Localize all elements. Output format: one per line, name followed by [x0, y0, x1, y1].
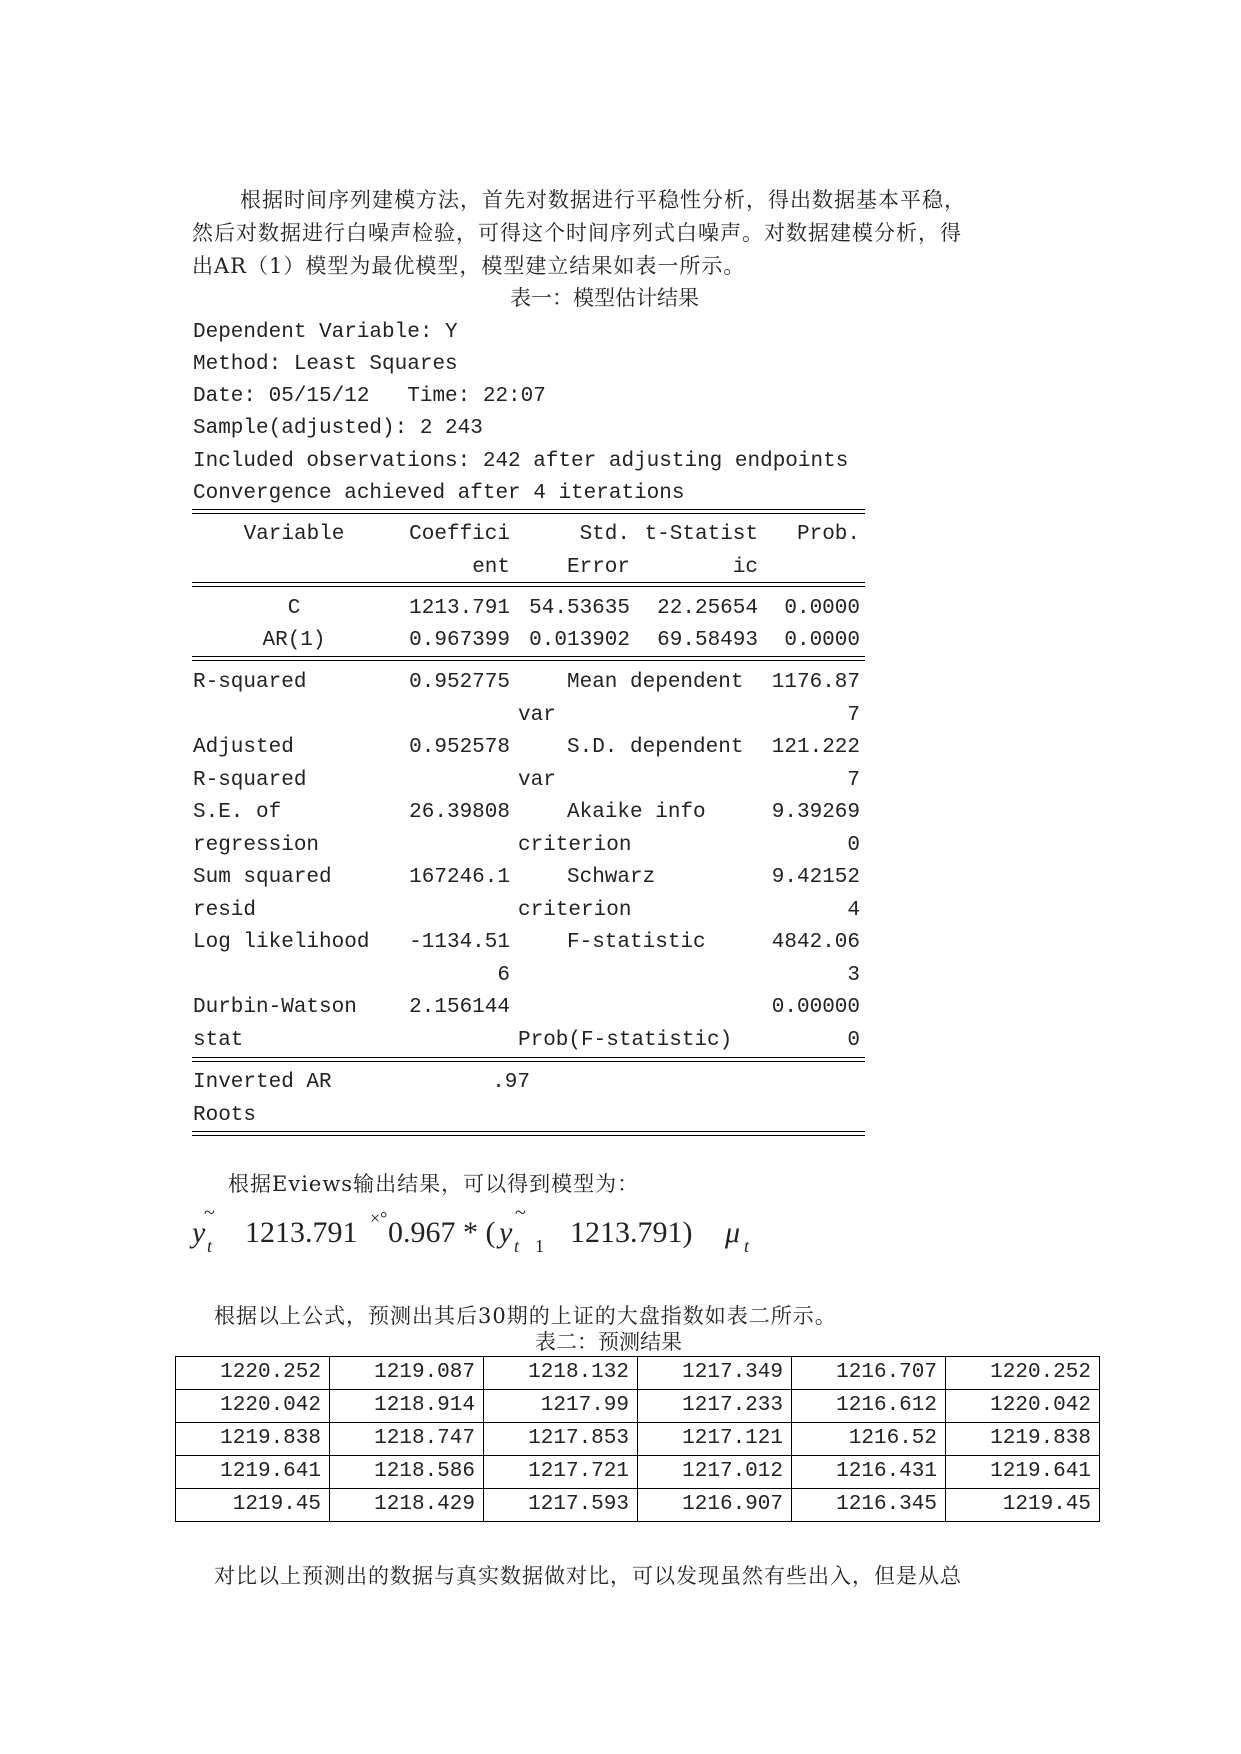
forecast-cell: 1219.838	[176, 1423, 330, 1456]
intro-paragraph	[192, 184, 1062, 283]
stat-adj-rsq-label-2: R-squared	[193, 769, 307, 792]
stat-fstat-value-1: 4842.06	[771, 931, 860, 954]
header-bottom-rule-2	[192, 586, 865, 587]
forecast-cell: 1220.252	[946, 1357, 1100, 1390]
header-bottom-rule	[192, 582, 865, 583]
forecast-cell: 1219.641	[946, 1456, 1100, 1489]
stat-fstat-label-1: F-statistic	[567, 931, 706, 954]
forecast-cell: 1219.641	[176, 1456, 330, 1489]
forecast-cell: 1218.132	[484, 1357, 638, 1390]
roots-value: .97	[492, 1071, 530, 1094]
stat-mean-dep-value-1: 1176.87	[771, 671, 860, 694]
stat-loglik-value-2: 6	[497, 964, 510, 987]
stat-ssr-label-2: resid	[193, 899, 257, 922]
forecast-cell: 1217.721	[484, 1456, 638, 1489]
forecast-cell: 1218.914	[330, 1390, 484, 1423]
stat-adj-rsq-value: 0.952578	[409, 736, 510, 759]
row-c-t: 22.25654	[657, 597, 758, 620]
header-std-2: Error	[566, 556, 630, 579]
header-std-1: Std.	[579, 523, 630, 546]
formula-operator-glyph: ×°	[370, 1208, 388, 1228]
stat-se-reg-value: 26.39808	[409, 801, 510, 824]
meta-method: Method: Least Squares	[193, 353, 458, 376]
table1-end-rule-2	[192, 1135, 865, 1136]
forecast-cell: 1216.345	[792, 1489, 946, 1522]
coef-bottom-rule	[192, 656, 865, 657]
stat-prob-f-value-1: 0.00000	[771, 996, 860, 1019]
stat-schwarz-value-1: 9.42152	[771, 866, 860, 889]
formula-y-tilde: ~	[204, 1202, 215, 1224]
stat-rsq-label-1: R-squared	[193, 671, 307, 694]
stat-akaike-value-1: 9.39269	[771, 801, 860, 824]
forecast-cell: 1219.45	[176, 1489, 330, 1522]
row-c-variable: C	[287, 597, 301, 620]
forecast-cell: 1216.431	[792, 1456, 946, 1489]
stat-adj-rsq-label-1: Adjusted	[193, 736, 294, 759]
stat-dw-label-1: Durbin-Watson	[193, 996, 357, 1019]
roots-label-2: Roots	[193, 1104, 257, 1127]
meta-dependent-variable: Dependent Variable: Y	[193, 321, 458, 344]
formula-y2-sub-1: 1	[535, 1236, 544, 1256]
forecast-table	[175, 1356, 1100, 1522]
stat-dw-label-2: stat	[193, 1029, 244, 1052]
forecast-cell: 1217.349	[638, 1357, 792, 1390]
row-ar1-prob: 0.0000	[784, 629, 860, 652]
forecast-cell: 1217.121	[638, 1423, 792, 1456]
forecast-cell: 1216.707	[792, 1357, 946, 1390]
stat-rsq-value: 0.952775	[409, 671, 510, 694]
table-row	[176, 1390, 1100, 1423]
table-row	[176, 1357, 1100, 1390]
row-c-coef: 1213.791	[409, 597, 510, 620]
intro-line-1: 根据时间序列建模方法，首先对数据进行平稳性分析，得出数据基本平稳，	[240, 188, 966, 212]
forecast-cell: 1220.042	[946, 1390, 1100, 1423]
stat-loglik-label-1: Log likelihood	[193, 931, 370, 954]
table1-end-rule	[192, 1131, 865, 1132]
header-tstat-2: ic	[732, 556, 758, 579]
forecast-cell: 1219.45	[946, 1489, 1100, 1522]
formula-y2: y	[499, 1216, 513, 1249]
stat-prob-f-value-2: 0	[847, 1029, 860, 1052]
stat-schwarz-value-2: 4	[847, 899, 860, 922]
stat-loglik-value: -1134.51	[409, 931, 510, 954]
stat-schwarz-label-1: Schwarz	[567, 866, 656, 889]
formula-y-sub: t	[207, 1236, 213, 1256]
stat-mean-dep-value-2: 7	[847, 704, 860, 727]
stat-prob-f-label-2: Prob(F-statistic)	[518, 1029, 733, 1052]
forecast-cell: 1220.252	[176, 1357, 330, 1390]
header-variable: Variable	[243, 523, 345, 546]
meta-sample: Sample(adjusted): 2 243	[193, 417, 483, 440]
table1-top-rule	[192, 509, 865, 510]
forecast-cell: 1216.612	[792, 1390, 946, 1423]
forecast-cell: 1218.429	[330, 1489, 484, 1522]
meta-observations: Included observations: 242 after adjusting endpoints	[193, 450, 849, 473]
forecast-cell: 1216.907	[638, 1489, 792, 1522]
formula-constant-2: 1213.791)	[570, 1216, 693, 1249]
formula-mu-sub: t	[744, 1236, 750, 1256]
stat-akaike-label-1: Akaike info	[567, 801, 706, 824]
formula-coef: 0.967 * (	[388, 1216, 496, 1249]
stat-sd-dep-label-1: S.D. dependent	[567, 736, 744, 759]
formula-y2-tilde: ~	[515, 1202, 526, 1224]
header-tstat-1: t-Statist	[644, 523, 758, 546]
forecast-cell: 1218.747	[330, 1423, 484, 1456]
header-coefficient-1: Coeffici	[409, 523, 510, 546]
forecast-cell: 1219.838	[946, 1423, 1100, 1456]
row-ar1-se: 0.013902	[529, 629, 630, 652]
forecast-cell: 1220.042	[176, 1390, 330, 1423]
intro-line-2: 然后对数据进行白噪声检验，可得这个时间序列式白噪声。对数据建模分析，得	[192, 221, 962, 245]
coef-bottom-rule-2	[192, 660, 865, 661]
stat-sd-dep-label-2: var	[518, 769, 556, 792]
forecast-intro-text: 根据以上公式，预测出其后30期的上证的大盘指数如表二所示。	[214, 1304, 837, 1328]
formula-y: y	[192, 1216, 206, 1249]
forecast-cell: 1217.593	[484, 1489, 638, 1522]
stats-bottom-rule-2	[192, 1061, 865, 1062]
meta-convergence: Convergence achieved after 4 iterations	[193, 482, 685, 505]
model-formula	[190, 1202, 830, 1268]
table-row	[176, 1456, 1100, 1489]
forecast-cell: 1216.52	[792, 1423, 946, 1456]
row-ar1-coef: 0.967399	[409, 629, 510, 652]
forecast-cell: 1218.586	[330, 1456, 484, 1489]
table1-top-rule-2	[192, 513, 865, 514]
table-row	[176, 1489, 1100, 1522]
stat-mean-dep-label-2: var	[518, 704, 556, 727]
forecast-cell: 1219.087	[330, 1357, 484, 1390]
stat-ssr-value: 167246.1	[409, 866, 510, 889]
forecast-cell: 1217.99	[484, 1390, 638, 1423]
forecast-cell: 1217.233	[638, 1390, 792, 1423]
table-row	[176, 1423, 1100, 1456]
stat-schwarz-label-2: criterion	[518, 899, 632, 922]
stat-sd-dep-value-1: 121.222	[771, 736, 860, 759]
stat-mean-dep-label-1: Mean dependent	[567, 671, 744, 694]
stat-sd-dep-value-2: 7	[847, 769, 860, 792]
formula-y2-sub-t: t	[514, 1236, 520, 1256]
stat-dw-value: 2.156144	[409, 996, 510, 1019]
stat-se-reg-label-1: S.E. of	[193, 801, 282, 824]
intro-line-3: 出AR（1）模型为最优模型，模型建立结果如表一所示。	[192, 254, 746, 278]
table1-caption: 表一：模型估计结果	[510, 286, 699, 310]
stat-fstat-value-2: 3	[847, 964, 860, 987]
forecast-cell: 1217.853	[484, 1423, 638, 1456]
formula-mu: μ	[725, 1216, 741, 1249]
stat-akaike-value-2: 0	[847, 834, 860, 857]
roots-label-1: Inverted AR	[193, 1071, 332, 1094]
header-prob: Prob.	[796, 523, 860, 546]
table2-caption: 表二：预测结果	[535, 1330, 682, 1354]
row-ar1-t: 69.58493	[657, 629, 758, 652]
forecast-cell: 1217.012	[638, 1456, 792, 1489]
row-c-se: 54.53635	[529, 597, 630, 620]
row-c-prob: 0.0000	[784, 597, 860, 620]
stat-se-reg-label-2: regression	[193, 834, 320, 857]
closing-text: 对比以上预测出的数据与真实数据做对比，可以发现虽然有些出入，但是从总	[214, 1564, 962, 1588]
stat-ssr-label-1: Sum squared	[193, 866, 332, 889]
model-intro-text: 根据Eviews输出结果，可以得到模型为：	[228, 1172, 640, 1196]
header-coefficient-2: ent	[472, 556, 510, 579]
stat-akaike-label-2: criterion	[518, 834, 632, 857]
meta-date-time: Date: 05/15/12 Time: 22:07	[193, 385, 546, 408]
row-ar1-variable: AR(1)	[262, 629, 326, 652]
stats-bottom-rule	[192, 1057, 865, 1058]
formula-constant: 1213.791	[245, 1216, 358, 1249]
